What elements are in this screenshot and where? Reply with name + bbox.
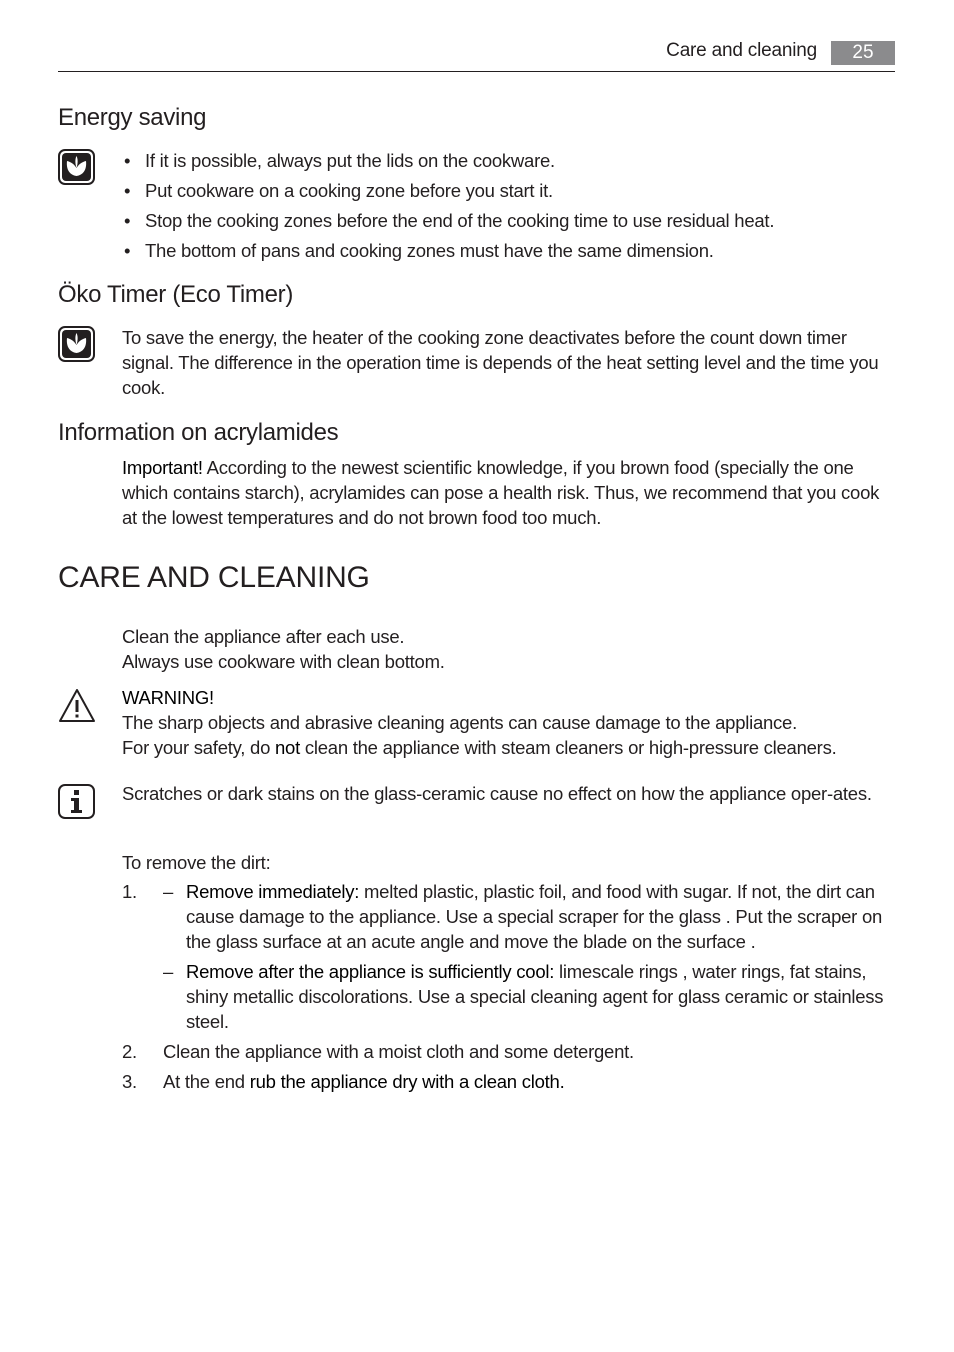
list-item: • If it is possible, always put the lids on the cookware. <box>124 150 555 171</box>
step-item: 1. – Remove immediately: melted plastic, plastic foil, and food with sugar. If not, the dirt can cause damage to the appliance. Use a special scraper for the glass . Put the scraper on the glass surface at an acute angle and move the blade on the surface . – Remove after the appliance is sufficiently cool: limescale rings , water rings, fat stains, shiny metallic discolorations. Use a special cleaning agent for glass ceramic or stainless steel. <box>122 879 896 1034</box>
list-item: • Stop the cooking zones before the end of the cooking time to use residual heat. <box>124 210 775 231</box>
care-intro <box>122 624 896 674</box>
sub-item: – Remove immediately: melted plastic, plastic foil, and food with sugar. If not, the dirt can cause damage to the appliance. Use a special scraper for the glass . Put the scraper on the glass surface at an acute angle and move the blade on the surface . <box>163 881 883 952</box>
list-item: • Put cookware on a cooking zone before you start it. <box>124 180 553 201</box>
info-text: Scratches or dark stains on the glass-ceramic cause no effect on how the appliance oper-ates. <box>122 783 872 804</box>
care-heading: CARE AND CLEANING <box>58 561 370 594</box>
section-title: Care and cleaning <box>666 40 817 61</box>
acrylamides-body: According to the newest scientific knowledge, if you brown food (specially the one which contains starch), acrylamides can pose a health risk. Thus, we recommend that you cook at the lowest temperatures and do not brown food too much. <box>122 457 880 528</box>
sub-item: – Remove after the appliance is sufficiently cool: limescale rings , water rings, fat stains, shiny metallic discolorations. Use a special cleaning agent for glass ceramic or stainless steel. <box>163 961 884 1032</box>
step-item: 3. At the end rub the appliance dry with a clean cloth. <box>122 1071 565 1092</box>
important-label: Important! <box>122 457 203 478</box>
care-intro-line: Clean the appliance after each use. <box>122 626 405 647</box>
care-intro-line: Always use cookware with clean bottom. <box>122 651 445 672</box>
list-item: • The bottom of pans and cooking zones must have the same dimension. <box>124 240 714 261</box>
acrylamides-heading: Information on acrylamides <box>58 419 339 446</box>
acrylamides-text <box>122 455 896 530</box>
eco-leaf-icon <box>58 149 95 185</box>
step-item: 2. Clean the appliance with a moist cloth and some detergent. <box>122 1041 634 1062</box>
eco-leaf-icon <box>58 326 95 362</box>
warning-triangle-icon <box>58 688 96 724</box>
page-number: 25 <box>831 41 895 65</box>
page-header <box>58 38 895 72</box>
eco-timer-heading: Öko Timer (Eco Timer) <box>58 281 294 308</box>
energy-saving-list <box>122 146 896 266</box>
eco-timer-text: To save the energy, the heater of the cooking zone deactivates before the count down timer signal. The difference in the operation time is depends of the heat setting level and the time you cook. <box>122 327 879 398</box>
cleaning-steps <box>122 879 896 1099</box>
warning-line: The sharp objects and abrasive cleaning agents can cause damage to the appliance. <box>122 712 797 733</box>
warning-block <box>122 685 896 760</box>
warning-title: WARNING! <box>122 687 214 708</box>
warning-line: For your safety, do not clean the appliance with steam cleaners or high-pressure cleaners. <box>122 737 837 758</box>
info-icon <box>58 784 95 819</box>
energy-saving-heading: Energy saving <box>58 104 207 131</box>
remove-intro: To remove the dirt: <box>122 852 271 873</box>
